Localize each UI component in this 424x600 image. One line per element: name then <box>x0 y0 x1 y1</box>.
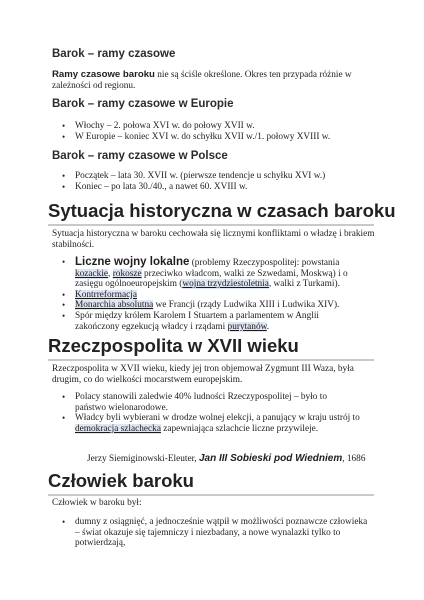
caption-title: Jan III Sobieski pod Wiedniem <box>198 453 343 464</box>
list-item-elekcja <box>60 413 360 434</box>
sytuacja-paragraph: Sytuacja historyczna w baroku cechowała się licznymi konfliktami o władzę i brakiem stabilności. <box>52 229 375 250</box>
intro-rest: nie są ściśle określone. Okres ten przypada różnie w zależności od regionu. <box>52 70 352 91</box>
heading-ramy-europa: Barok – ramy czasowe w Europie <box>52 98 234 110</box>
list-item-wojny <box>60 257 365 290</box>
list-item: • Włochy – 2. połowa XVI w. do połowy XVII w. <box>60 121 380 132</box>
spor-end: . <box>266 321 270 332</box>
heading-rzeczpospolita: Rzeczpospolita w XVII wieku <box>48 335 299 356</box>
list-item-spor <box>60 311 365 332</box>
poland-list <box>60 171 380 192</box>
link-demokracja-szlachecka[interactable]: demokracja szlachecka <box>75 423 161 434</box>
list-item-kontrreformacja <box>60 290 365 301</box>
link-monarchia-absolutna[interactable]: Monarchia absolutna <box>75 300 154 311</box>
heading-sytuacja-historyczna: Sytuacja historyczna w czasach baroku <box>48 200 396 221</box>
heading-underline <box>48 494 374 496</box>
caption-author: Jerzy Siemiginowski-Eleuter, <box>87 454 199 464</box>
wojny-text-1: (problemy Rzeczypospolitej: powstania <box>189 258 340 268</box>
list-item: • W Europie – koniec XVI w. do schyłku XVII w./1. połowy XVIII w. <box>60 132 380 143</box>
list-item: • dumny z osiągnięć, a jednocześnie wątpił w możliwości poznawcze człowieka – świat okazuje się tajemniczy i niezbadany, a nowe wynalazki tylko to potwierdzają, <box>60 517 370 549</box>
czlowiek-paragraph: Człowiek w baroku był: <box>52 498 142 508</box>
heading-barok-ramy: Barok – ramy czasowe <box>52 48 176 60</box>
monarchia-text: we Francji (rządy Ludwika XIII i Ludwika XIV). <box>153 300 340 311</box>
list-item-monarchia <box>60 300 365 311</box>
elekcja-text: Władcy byli wybierani w drodze wolnej elekcji, a panujący w kraju ustrój to <box>75 413 360 424</box>
link-rokosze[interactable]: rokosze <box>112 268 142 279</box>
link-kozackie[interactable]: kozackie <box>75 268 109 279</box>
wojny-text-2: , <box>108 268 113 279</box>
sytuacja-list <box>60 257 365 332</box>
caption-year: , 1686 <box>342 454 366 464</box>
heading-czlowiek-baroku: Człowiek baroku <box>48 470 194 491</box>
heading-underline <box>48 224 374 226</box>
rzeczpospolita-paragraph: Rzeczpospolita w XVII wieku, kiedy jej tron objemował Zygmunt III Waza, była drugim, co do wielkości mocarstwem europejskim. <box>52 364 354 385</box>
europe-list <box>60 121 380 142</box>
wojny-text-4: , walki z Turkami). <box>268 279 340 290</box>
link-kontrreformacja[interactable]: Kontrreformacja <box>75 289 137 300</box>
wojny-text-3: przeciwko władcom, walki ze Szwedami, Moskwą) i o zasięgu ogólnoeuropejskim ( <box>75 268 348 290</box>
list-item: • Koniec – po lata 30./40., a nawet 60. XVIII w. <box>60 182 380 193</box>
link-wojna-trzydziestoletnia[interactable]: wojna trzydziestoletnia <box>182 279 269 290</box>
list-item: • Początek – lata 30. XVII w. (pierwsze tendencje u schyłku XVI w.) <box>60 171 380 182</box>
intro-bold: Ramy czasowe baroku <box>52 69 155 80</box>
elekcja-end: zapewniająca szlachcie liczne przywileje. <box>160 423 319 434</box>
rzeczpospolita-list <box>60 392 360 434</box>
heading-underline <box>48 359 374 361</box>
link-purytanow[interactable]: purytanów <box>227 321 267 332</box>
spor-text: Spór między królem Karolem I Stuartem a parlamentem w Anglii zakończony egzekucją władcy i rządami <box>75 310 319 332</box>
image-caption <box>87 453 365 464</box>
wojny-bold: Liczne wojny lokalne <box>75 256 190 268</box>
list-item: • Polacy stanowili zaledwie 40% ludności Rzeczypospolitej – było to państwo wielonarodowe. <box>60 392 360 413</box>
heading-ramy-polska: Barok – ramy czasowe w Polsce <box>52 150 228 162</box>
czlowiek-list <box>60 517 370 549</box>
intro-paragraph <box>52 70 382 92</box>
